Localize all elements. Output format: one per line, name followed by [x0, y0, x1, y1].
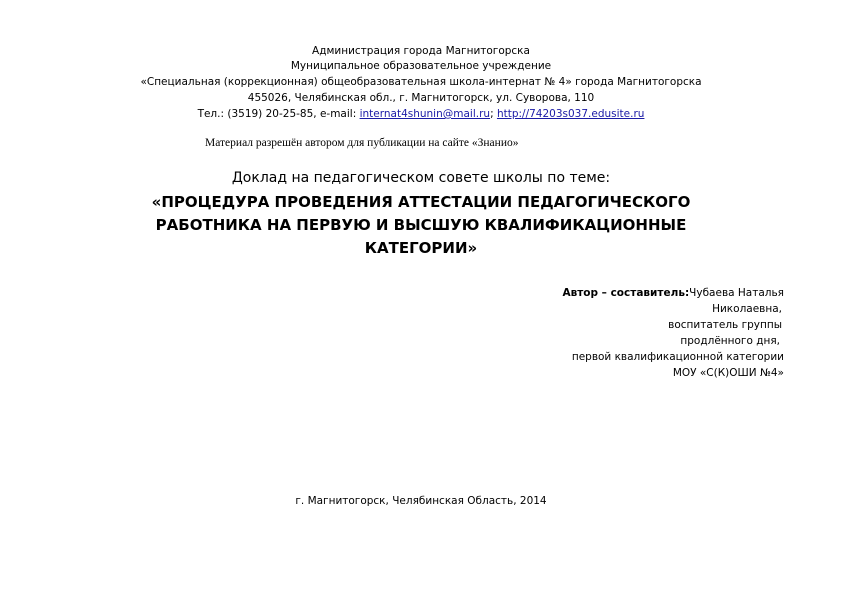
- footer-place-year: г. Магнитогорск, Челябинская Область, 2014: [295, 495, 547, 507]
- report-title: [0, 191, 842, 260]
- author-block: [562, 285, 784, 381]
- contacts-separator: ;: [490, 108, 497, 120]
- header-org-line: Администрация города Магнитогорска: [312, 45, 530, 57]
- report-lead: Доклад на педагогическом совете школы по теме:: [231, 170, 611, 186]
- contacts-prefix: Тел.: (3519) 20-25-85, e-mail:: [197, 108, 360, 120]
- website-link[interactable]: http://74203s037.edusite.ru: [496, 108, 645, 120]
- title-line: «ПРОЦЕДУРА ПРОВЕДЕНИЯ АТТЕСТАЦИИ ПЕДАГОГИЧЕСКОГО: [151, 193, 691, 211]
- author-line: воспитатель группы: [668, 319, 782, 331]
- author-line: первой квалификационной категории: [571, 351, 784, 363]
- email-link[interactable]: internat4shunin@mail.ru: [359, 108, 491, 120]
- title-line: КАТЕГОРИИ»: [364, 239, 478, 257]
- header-school-name: «Специальная (коррекционная) общеобразовательная школа-интернат № 4» города Магнитогорска: [140, 76, 702, 88]
- header-address: 455026, Челябинская обл., г. Магнитогорск, ул. Суворова, 110: [247, 92, 595, 104]
- author-line: МОУ «С(К)ОШИ №4»: [672, 367, 784, 379]
- author-line: продлённого дня,: [680, 335, 780, 347]
- author-line: Николаевна,: [712, 303, 782, 315]
- author-label: Автор – составитель:: [562, 287, 690, 299]
- permission-note: Материал разрешён автором для публикации на сайте «Знанио»: [205, 137, 519, 149]
- header-institution-type: Муниципальное образовательное учреждение: [290, 60, 552, 72]
- author-first-line: [562, 285, 784, 301]
- header-contacts: [0, 107, 842, 121]
- author-name: Чубаева Наталья: [689, 287, 784, 299]
- title-line: РАБОТНИКА НА ПЕРВУЮ И ВЫСШУЮ КВАЛИФИКАЦИОННЫЕ: [155, 216, 687, 234]
